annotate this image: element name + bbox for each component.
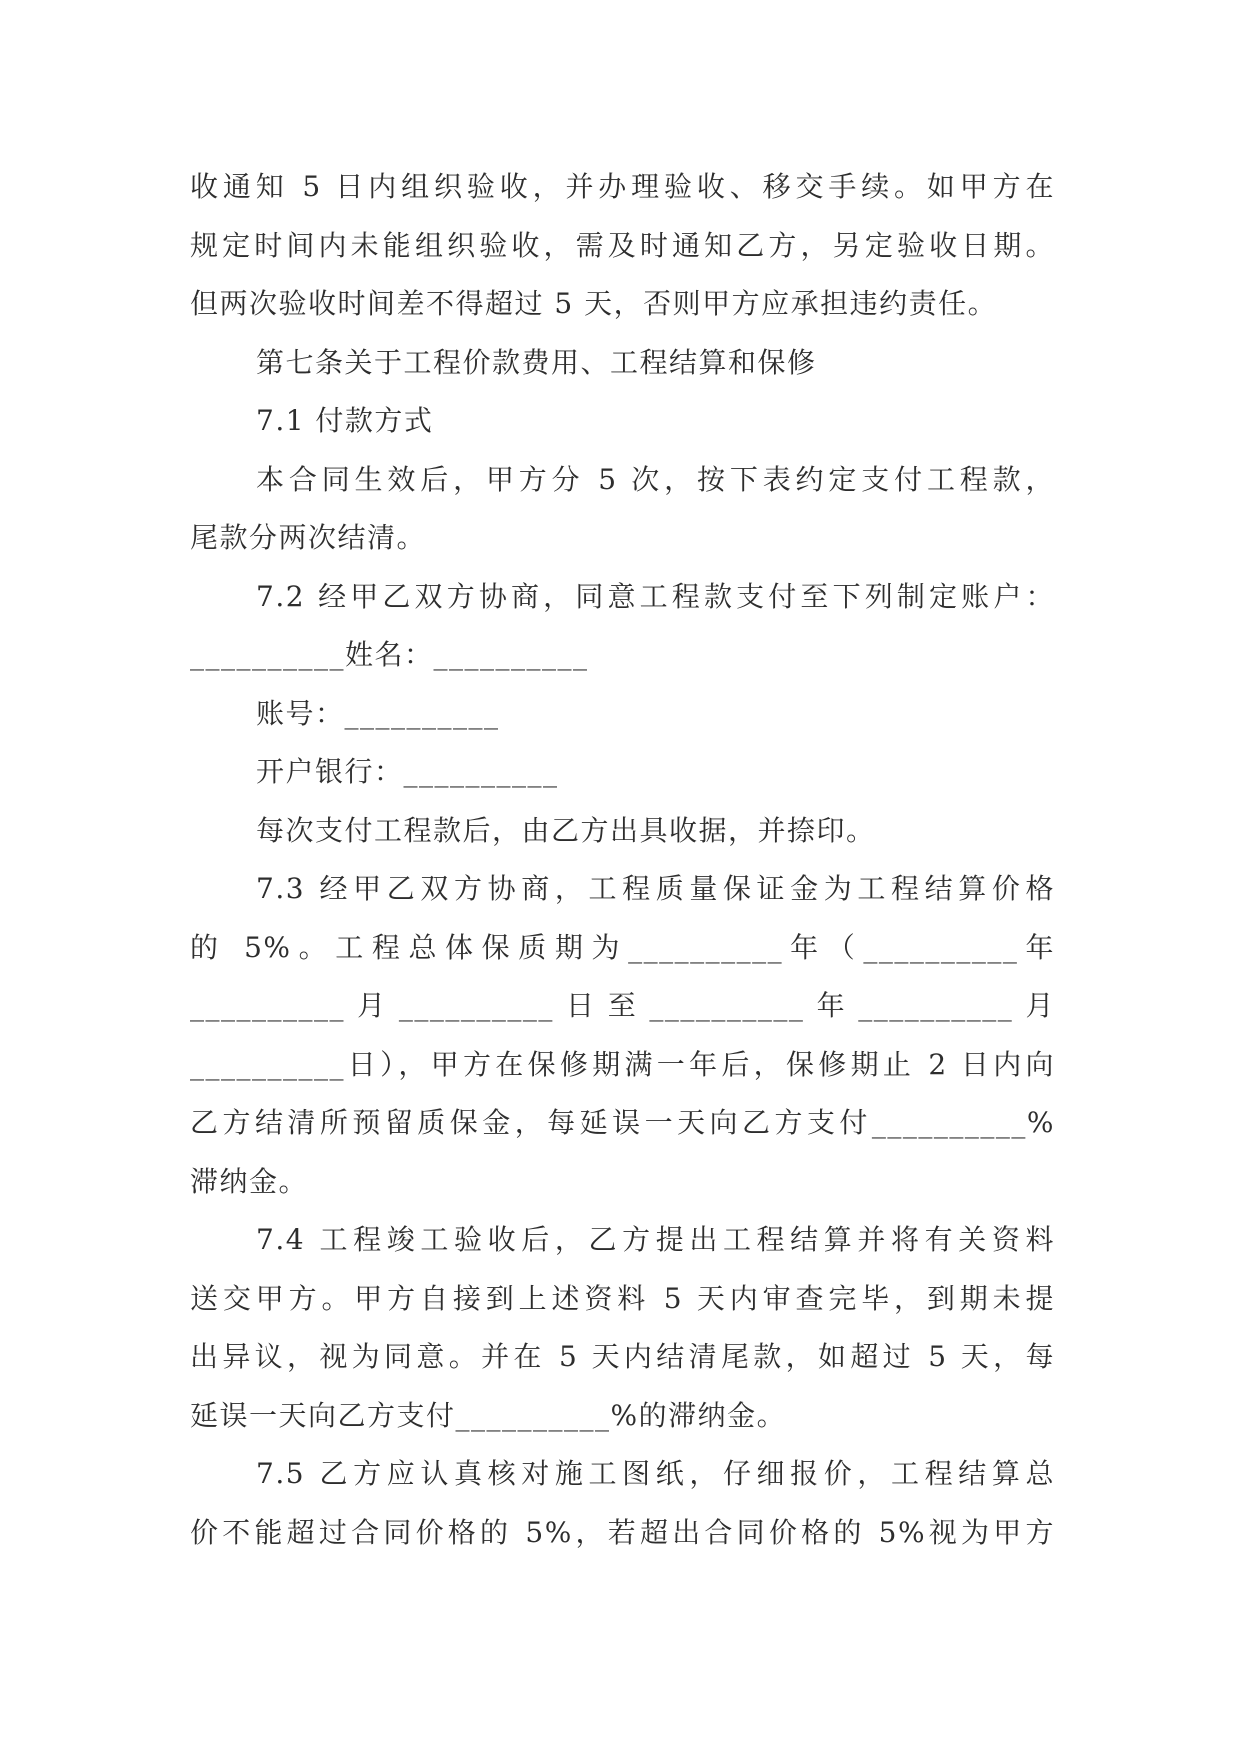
section-7-1-heading bbox=[190, 392, 1055, 451]
account-number-line bbox=[190, 685, 1055, 744]
bank-name-line bbox=[190, 743, 1055, 802]
paragraph-acceptance-continued bbox=[190, 158, 1055, 334]
section-7-1-paragraph bbox=[190, 451, 1055, 568]
section-7-4-paragraph bbox=[190, 1211, 1055, 1445]
text-line: 但两次验收时间差不得超过 5 天，否则甲方应承担违约责任。 bbox=[190, 287, 998, 320]
text-line: 的 5%。工程总体保质期为__________年（__________年 bbox=[190, 930, 1055, 964]
text-line: 开户银行：__________ bbox=[256, 755, 559, 788]
text-line: 第七条关于工程价款费用、工程结算和保修 bbox=[256, 345, 817, 379]
text-line: 乙方结清所预留质保金，每延误一天向乙方支付__________% bbox=[190, 1106, 1055, 1139]
document-body bbox=[190, 158, 1055, 1562]
text-line: 7.4 工程竣工验收后，乙方提出工程结算并将有关资料 bbox=[256, 1223, 1055, 1256]
text-line: 7.2 经甲乙双方协商，同意工程款支付至下列制定账户： bbox=[256, 579, 1055, 613]
text-line: 7.1 付款方式 bbox=[256, 404, 434, 437]
section-7-5-paragraph bbox=[190, 1445, 1055, 1562]
text-line: 尾款分两次结清。 bbox=[190, 521, 427, 554]
text-line: 出异议，视为同意。并在 5 天内结清尾款，如超过 5 天，每 bbox=[190, 1340, 1055, 1373]
text-line: 账号：__________ bbox=[256, 696, 500, 730]
text-line: 送交甲方。甲方自接到上述资料 5 天内审查完毕，到期未提 bbox=[190, 1281, 1055, 1315]
text-line: __________月__________日至__________年__________月 bbox=[190, 989, 1055, 1022]
text-line: __________日），甲方在保修期满一年后，保修期止 2 日内向 bbox=[190, 1047, 1055, 1081]
text-line: 7.3 经甲乙双方协商，工程质量保证金为工程结算价格 bbox=[256, 872, 1055, 905]
text-line: 延误一天向乙方支付__________%的滞纳金。 bbox=[190, 1398, 787, 1432]
text-line: 规定时间内未能组织验收，需及时通知乙方，另定验收日期。 bbox=[190, 228, 1055, 262]
text-line: 每次支付工程款后，由乙方出具收据，并捺印。 bbox=[256, 813, 876, 847]
text-line: 收通知 5 日内组织验收，并办理验收、移交手续。如甲方在 bbox=[190, 170, 1055, 203]
text-line: 滞纳金。 bbox=[190, 1164, 309, 1198]
text-line: 价不能超过合同价格的 5%，若超出合同价格的 5%视为甲方 bbox=[190, 1515, 1055, 1549]
receipt-note-line bbox=[190, 802, 1055, 861]
text-line: 7.5 乙方应认真核对施工图纸，仔细报价，工程结算总 bbox=[256, 1457, 1055, 1490]
section-7-3-paragraph bbox=[190, 860, 1055, 1211]
section-7-2-paragraph bbox=[190, 568, 1055, 685]
text-line: __________姓名：__________ bbox=[190, 638, 589, 671]
article-7-heading bbox=[190, 334, 1055, 393]
text-line: 本合同生效后，甲方分 5 次，按下表约定支付工程款， bbox=[256, 462, 1055, 496]
